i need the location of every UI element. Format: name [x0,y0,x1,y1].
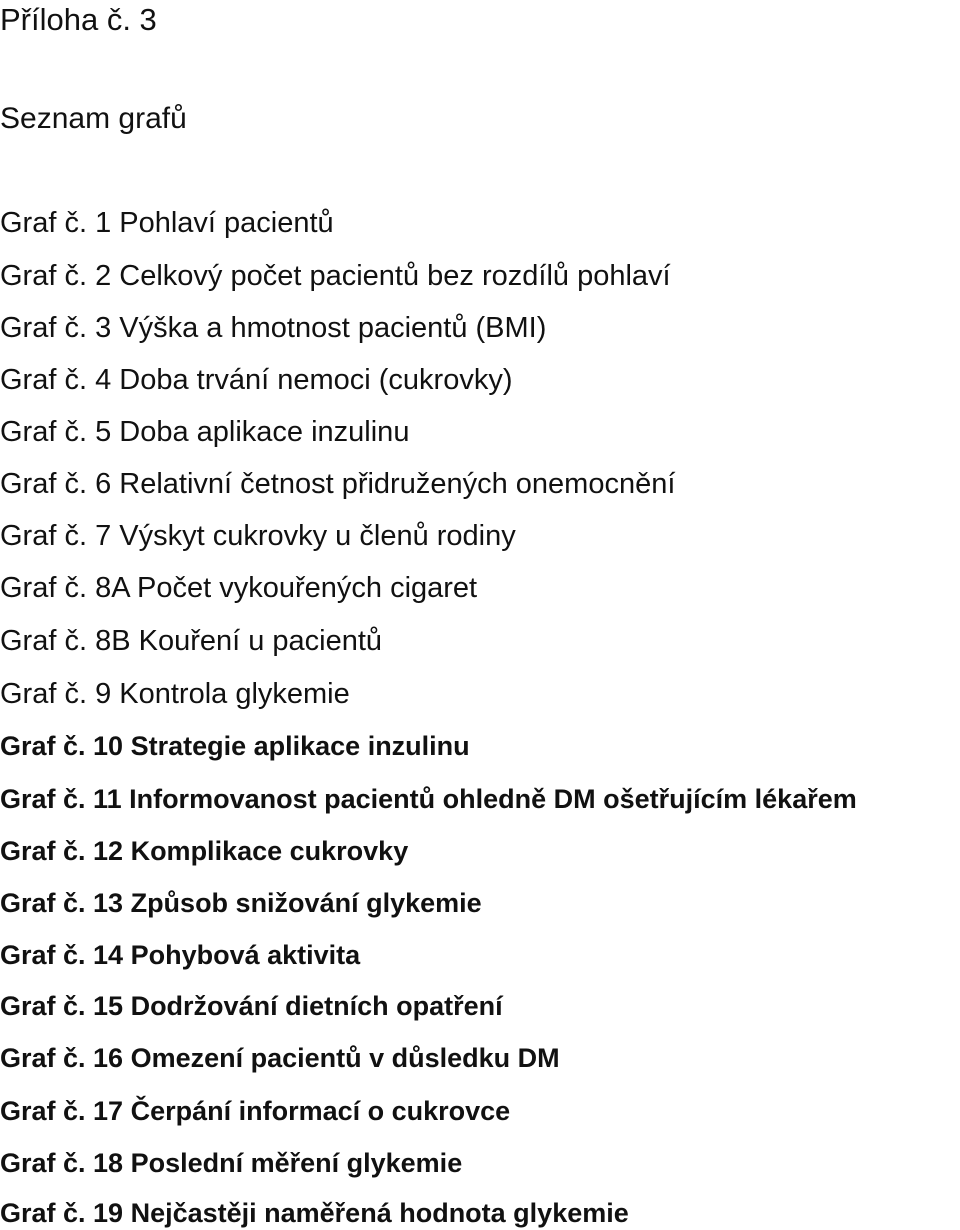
list-item: Graf č. 5 Doba aplikace inzulinu [0,416,410,448]
list-item: Graf č. 4 Doba trvání nemoci (cukrovky) [0,364,513,396]
list-item: Graf č. 6 Relativní četnost přidružených onemocnění [0,468,676,500]
list-item: Graf č. 8B Kouření u pacientů [0,625,383,657]
list-item: Graf č. 12 Komplikace cukrovky [0,836,409,866]
list-item: Graf č. 3 Výška a hmotnost pacientů (BMI) [0,312,547,344]
appendix-heading: Příloha č. 3 [0,2,157,37]
list-item: Graf č. 10 Strategie aplikace inzulinu [0,731,470,761]
list-item: Graf č. 19 Nejčastěji naměřená hodnota glykemie [0,1198,629,1228]
list-item: Graf č. 2 Celkový počet pacientů bez rozdílů pohlaví [0,260,671,292]
list-item: Graf č. 11 Informovanost pacientů ohledně DM ošetřujícím lékařem [0,784,857,814]
list-item: Graf č. 8A Počet vykouřených cigaret [0,572,478,604]
list-item: Graf č. 17 Čerpání informací o cukrovce [0,1096,511,1126]
list-item: Graf č. 16 Omezení pacientů v důsledku DM [0,1043,560,1073]
list-item: Graf č. 1 Pohlaví pacientů [0,207,334,239]
list-item: Graf č. 14 Pohybová aktivita [0,940,361,970]
list-item: Graf č. 7 Výskyt cukrovky u členů rodiny [0,520,516,552]
list-title: Seznam grafů [0,102,187,135]
list-item: Graf č. 15 Dodržování dietních opatření [0,991,503,1021]
list-item: Graf č. 13 Způsob snižování glykemie [0,888,482,918]
list-item: Graf č. 9 Kontrola glykemie [0,678,350,710]
list-item: Graf č. 18 Poslední měření glykemie [0,1148,463,1178]
